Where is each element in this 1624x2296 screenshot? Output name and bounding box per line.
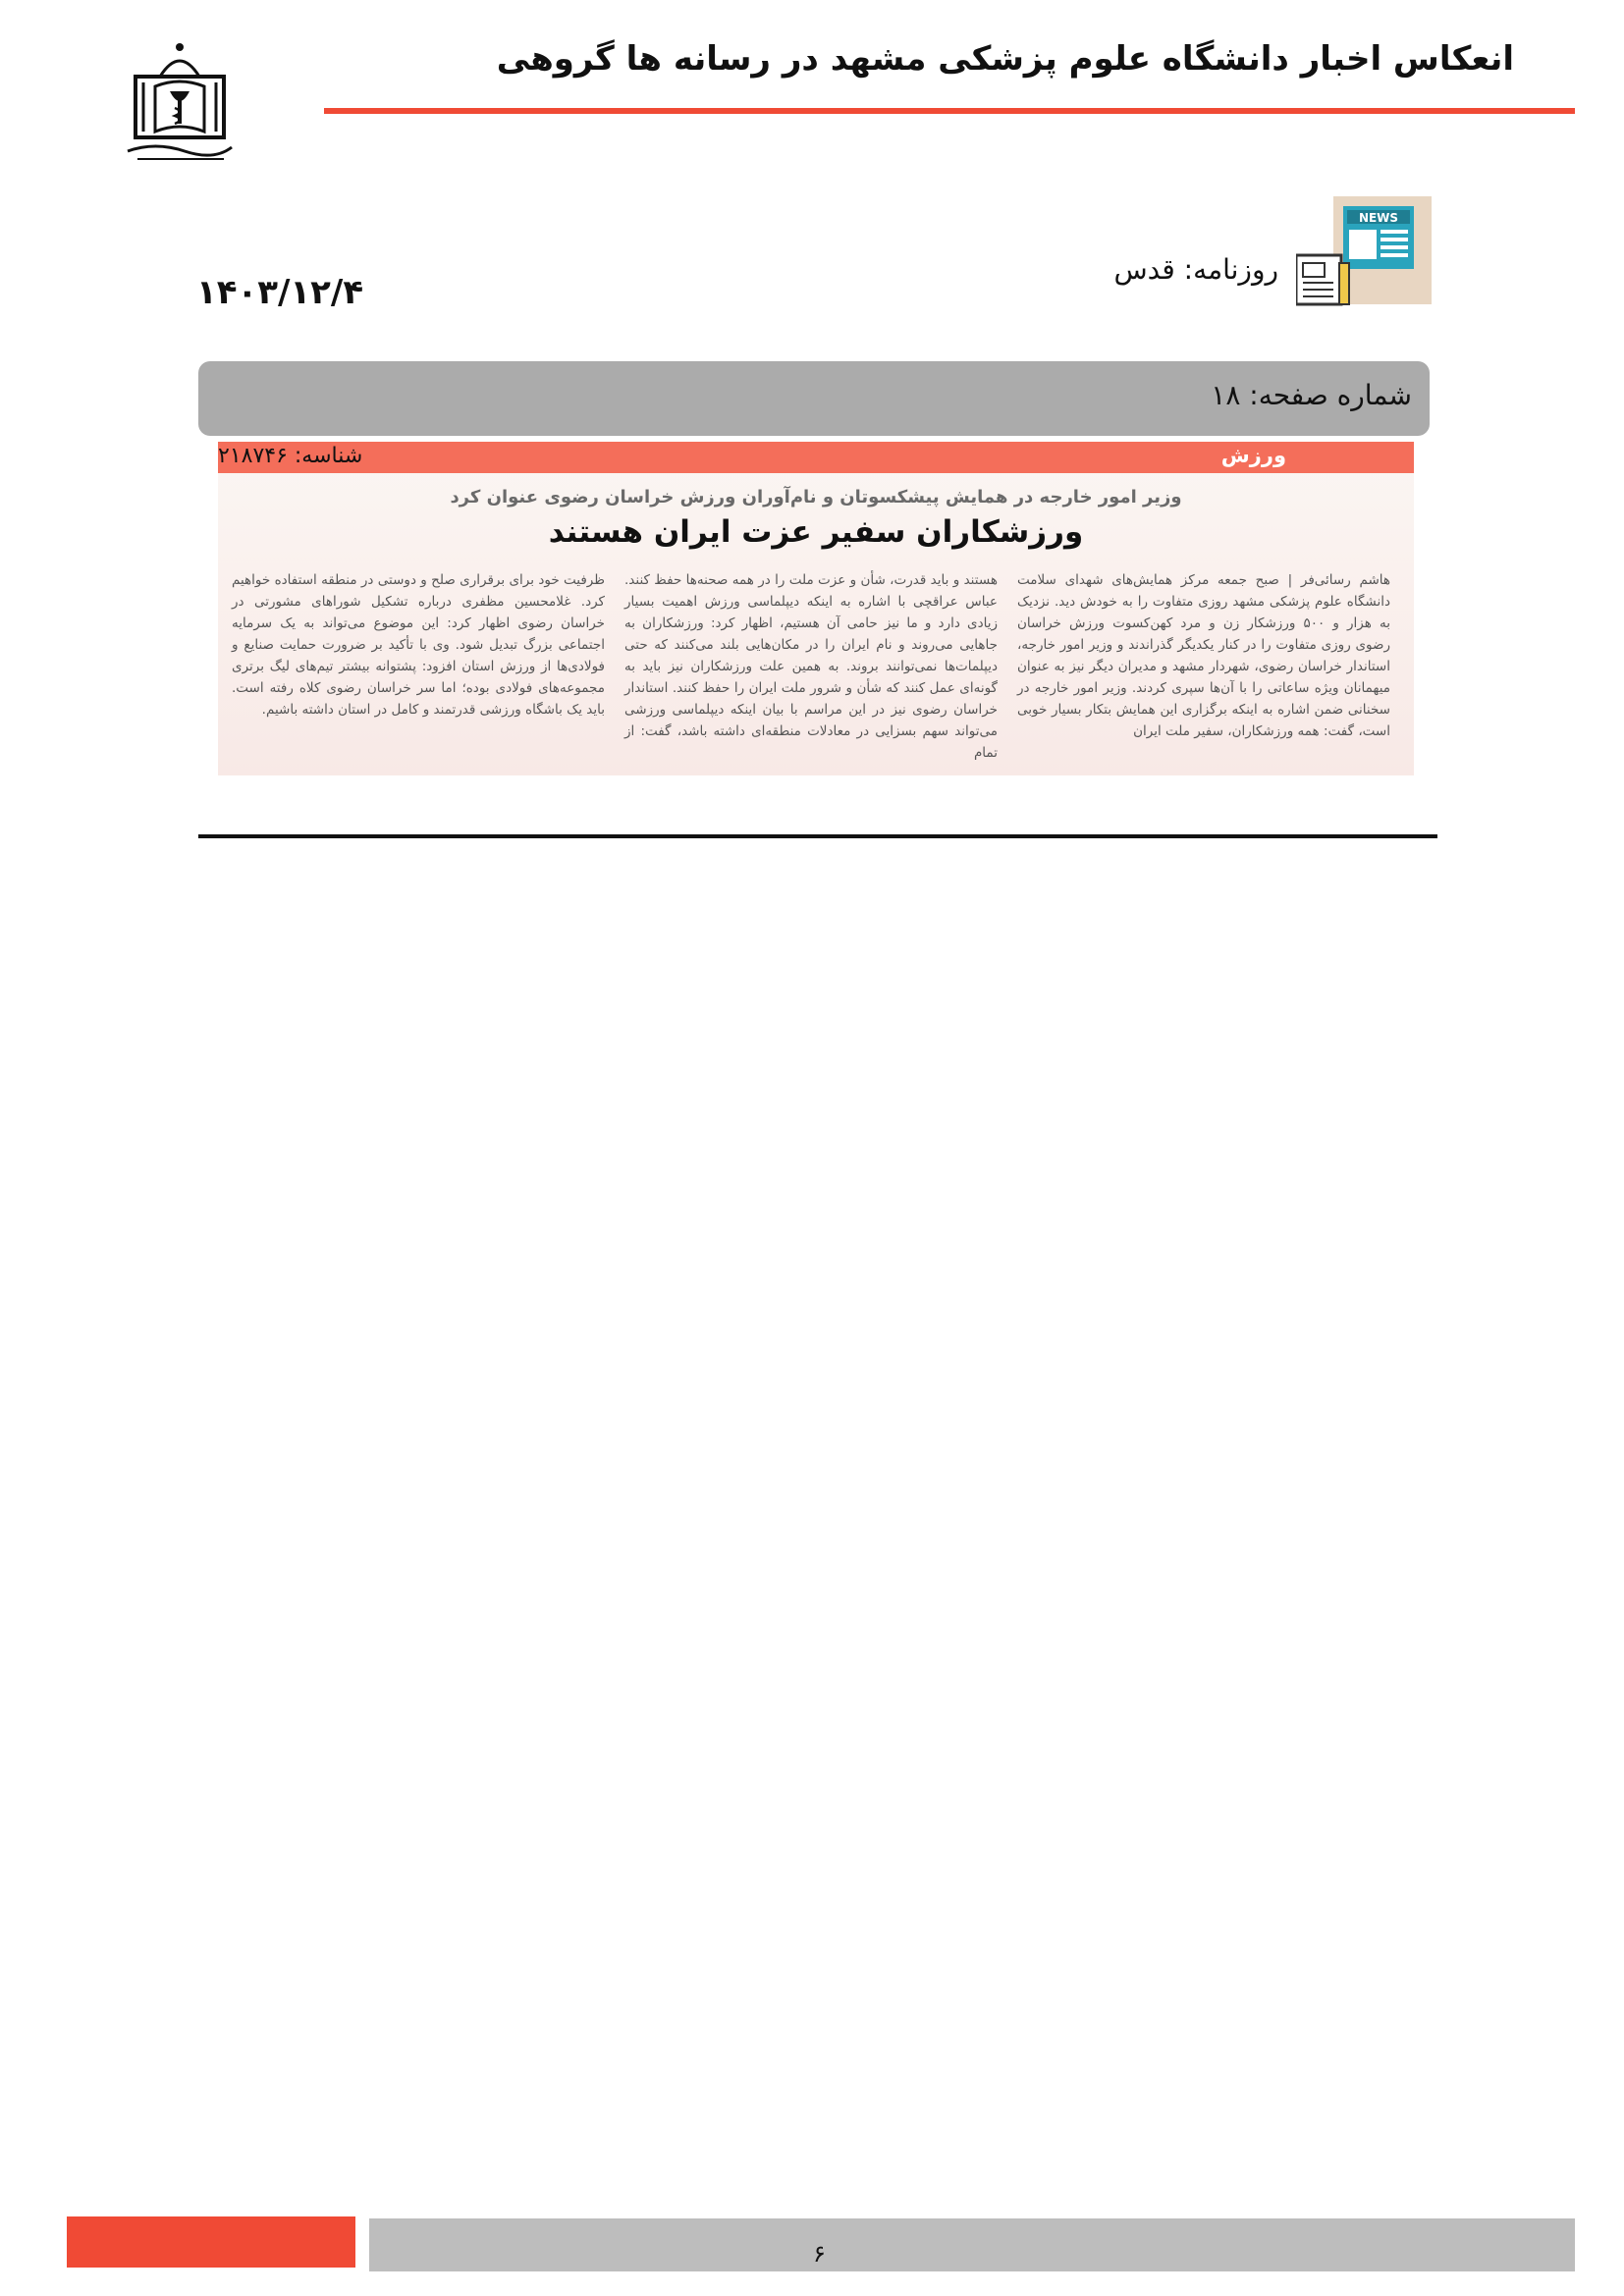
newspaper-name: روزنامه: قدس xyxy=(1113,253,1278,286)
section-band xyxy=(218,442,1414,473)
page-number-bar xyxy=(198,361,1430,436)
newspaper-icon xyxy=(1296,194,1434,307)
article-column-3 xyxy=(232,569,605,721)
news-id: شناسه: ۲۱۸۷۴۶ xyxy=(218,444,363,468)
footer-accent-bar xyxy=(67,2216,355,2268)
footer-bar xyxy=(369,2218,1575,2271)
news-clipping xyxy=(218,442,1414,775)
publication-date: ۱۴۰۳/۱۲/۴ xyxy=(196,273,364,312)
footer-page-number: ۶ xyxy=(813,2240,826,2268)
page-number: شماره صفحه: ۱۸ xyxy=(1211,379,1412,411)
university-seal-icon xyxy=(116,37,244,165)
section-label: ورزش xyxy=(1220,444,1286,467)
header-divider xyxy=(324,108,1575,114)
section-divider xyxy=(198,834,1437,838)
svg-text:NEWS: NEWS xyxy=(1358,211,1399,225)
article-paragraph: هاشم رسائی‌فر | صبح جمعه مرکز همایش‌های شهدای سلامت دانشگاه علوم پزشکی مشهد روزی متفاوت را به خودش دید. نزدیک به هزار و ۵۰۰ ورزشکار زن و مرد کهن‌کسوت ورزش خراسان رضوی روزی متفاوت را در کنار یکدیگر گذراندند و وزیر امور خارجه، استاندار خراسان رضوی، شهردار مشهد و مدیران دیگر نیز به عنوان میهمانان ویژه ساعاتی را با آن‌ها سپری کردند. وزیر امور خارجه در سخنانی ضمن اشاره به اینکه برگزاری این همایش بتکار بسیار خوبی است، گفت: همه ورزشکاران، سفیر ملت ایران xyxy=(1017,572,1390,739)
article-headline: ورزشکاران سفیر عزت ایران هستند xyxy=(548,514,1084,550)
article-paragraph: ظرفیت خود برای برقراری صلح و دوستی در منطقه استفاده خواهیم کرد. غلامحسین مظفری درباره تشکیل شوراهای مشورتی در خراسان رضوی اظهار کرد: این موضوع می‌تواند به یک سرمایه اجتماعی بزرگ تبدیل شود. وی با تأکید بر ضرورت حمایت صنایع و فولادی‌ها از ورزش استان افزود: پشتوانه بیشتر تیم‌های لیگ برتری مجموعه‌های فولادی بوده؛ اما سر خراسان رضوی کلاه رفته است. باید یک باشگاه ورزشی قدرتمند و کامل در استان داشته باشیم. xyxy=(232,572,605,718)
article-column-2 xyxy=(624,569,998,764)
article-paragraph: هستند و باید قدرت، شأن و عزت ملت را در همه صحنه‌ها حفظ کنند. عباس عراقچی با اشاره به اینکه دیپلماسی ورزش اهمیت بسیار زیادی دارد و ما نیز حامی آن هستیم، اظهار کرد: ورزشکاران به جاهایی می‌روند و نام ایران را در مکان‌هایی بلند می‌کنند که حتی دیپلمات‌ها نمی‌توانند بروند. به همین علت ورزشکاران نیز باید به گونه‌ای عمل کنند که شأن و شرور ملت ایران را حفظ کنند. استاندار خراسان رضوی نیز در این مراسم با بیان اینکه دیپلماسی ورزشی می‌تواند سهم بسزایی در معادلات منطقه‌ای داشته باشد، گفت: از تمام xyxy=(624,572,998,761)
article-kicker: وزیر امور خارجه در همایش پیشکسوتان و نام‌آوران ورزش خراسان رضوی عنوان کرد xyxy=(450,487,1182,507)
header-title: انعکاس اخبار دانشگاه علوم پزشکی مشهد در رسانه ها گروهی xyxy=(496,39,1514,79)
article-column-1 xyxy=(1017,569,1390,742)
